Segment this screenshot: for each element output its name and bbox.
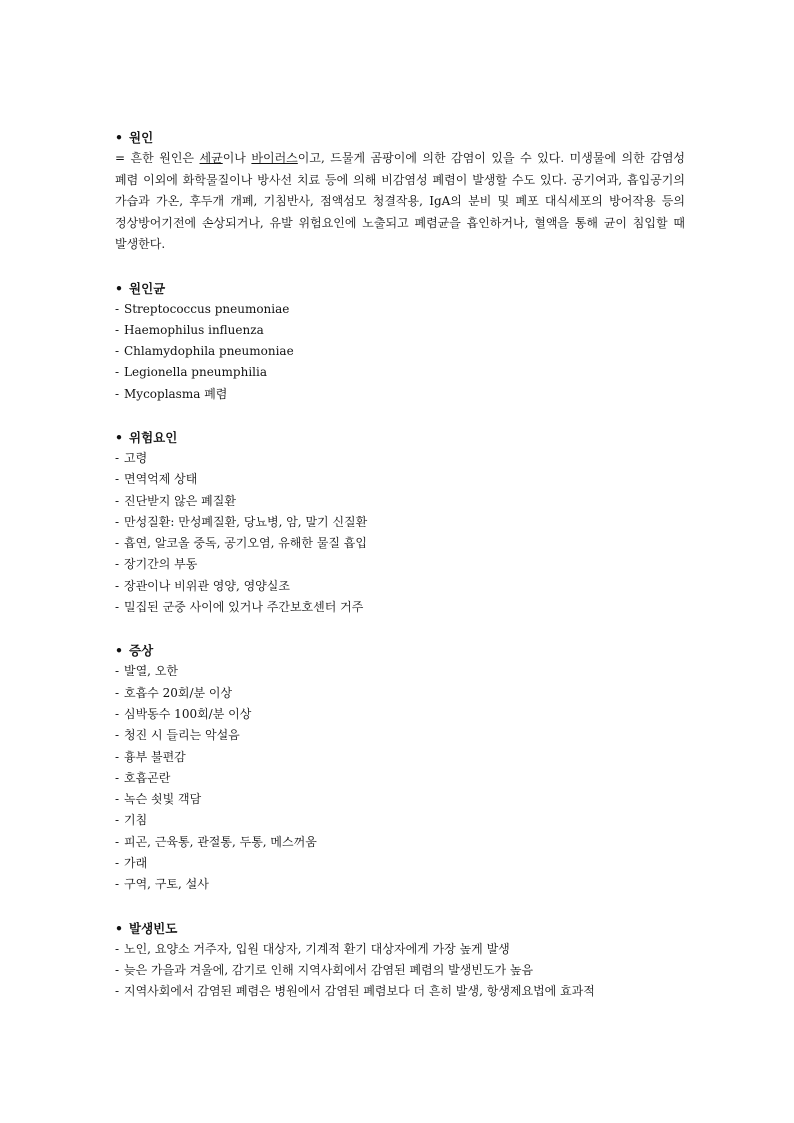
list-item xyxy=(115,683,685,704)
dash-marker: - xyxy=(115,301,120,316)
list-item xyxy=(115,362,685,383)
section-title: 위험요인 xyxy=(129,429,178,445)
list-item xyxy=(115,661,685,682)
section-title: 발생빈도 xyxy=(129,920,178,936)
dash-marker: - xyxy=(115,749,120,764)
list-item xyxy=(115,384,685,405)
dash-marker: - xyxy=(115,365,120,380)
list-item-text: 청진 시 들리는 악설음 xyxy=(124,728,240,743)
section-title: 원인 xyxy=(129,130,154,145)
dash-marker: - xyxy=(115,685,120,700)
list-item-text: 녹슨 쇳빛 객담 xyxy=(124,792,202,807)
list-item-text: 노인, 요양소 거주자, 입원 대상자, 기계적 환기 대상자에게 가장 높게 발생 xyxy=(124,941,510,956)
list-item-text: 가래 xyxy=(124,856,148,871)
pathogen-list xyxy=(115,299,685,405)
para-text: 이나 xyxy=(222,151,252,165)
section-heading xyxy=(115,127,685,148)
list-item-text: Mycoplasma 폐렴 xyxy=(124,386,228,401)
list-item xyxy=(115,704,685,725)
list-item xyxy=(115,768,685,789)
bullet: • xyxy=(115,130,123,145)
list-item xyxy=(115,725,685,746)
list-item xyxy=(115,960,685,981)
list-item-text: Chlamydophila pneumoniae xyxy=(124,344,294,359)
list-item xyxy=(115,576,685,597)
list-item xyxy=(115,512,685,533)
symptom-list xyxy=(115,661,685,895)
document-page xyxy=(115,127,685,1025)
list-item-text: 고령 xyxy=(124,450,148,465)
section-heading xyxy=(115,640,685,661)
risk-factor-list xyxy=(115,448,685,618)
section-heading xyxy=(115,918,685,939)
list-item-text: 흡연, 알코올 중독, 공기오염, 유해한 물질 흡입 xyxy=(124,536,367,551)
list-item xyxy=(115,448,685,469)
dash-marker: - xyxy=(115,834,120,849)
dash-marker: - xyxy=(115,472,120,487)
section-title: 증상 xyxy=(129,643,154,659)
list-item-text: Legionella pneumphilia xyxy=(124,365,267,380)
list-item xyxy=(115,981,685,1002)
list-item-text: 구역, 구토, 설사 xyxy=(124,877,209,892)
section-risk-factors xyxy=(115,427,685,618)
dash-marker: - xyxy=(115,792,120,807)
list-item xyxy=(115,491,685,512)
dash-marker: - xyxy=(115,813,120,828)
dash-marker: - xyxy=(115,856,120,871)
dash-marker: - xyxy=(115,536,120,551)
virus-link[interactable]: 바이러스 xyxy=(251,151,298,165)
bullet: • xyxy=(115,643,123,659)
list-item xyxy=(115,747,685,768)
list-item xyxy=(115,810,685,831)
list-item xyxy=(115,853,685,874)
list-item xyxy=(115,469,685,490)
frequency-list xyxy=(115,939,685,1003)
list-item-text: 지역사회에서 감염된 폐렴은 병원에서 감염된 폐렴보다 더 흔히 발생, 항생제요법에 효과적 xyxy=(124,984,595,999)
dash-marker: - xyxy=(115,322,120,337)
list-item xyxy=(115,533,685,554)
list-item-text: Haemophilus influenza xyxy=(124,322,264,337)
list-item xyxy=(115,874,685,895)
list-item-text: 진단받지 않은 폐질환 xyxy=(124,493,236,508)
dash-marker: - xyxy=(115,450,120,465)
list-item xyxy=(115,341,685,362)
dash-marker: - xyxy=(115,664,120,679)
list-item xyxy=(115,597,685,618)
list-item-text: 기침 xyxy=(124,813,148,828)
dash-marker: - xyxy=(115,877,120,892)
dash-marker: - xyxy=(115,493,120,508)
list-item-text: 호흡곤란 xyxy=(124,770,171,785)
bacteria-link[interactable]: 세균 xyxy=(199,151,223,165)
list-item-text: 장관이나 비위관 영양, 영양실조 xyxy=(124,578,290,593)
list-item xyxy=(115,320,685,341)
bullet: • xyxy=(115,920,123,936)
list-item-text: 만성질환: 만성폐질환, 당뇨병, 암, 말기 신질환 xyxy=(124,514,368,529)
list-item-text: 피곤, 근육통, 관절통, 두통, 메스꺼움 xyxy=(124,834,317,849)
list-item xyxy=(115,939,685,960)
list-item-text: 면역억제 상태 xyxy=(124,472,198,487)
list-item-text: 밀집된 군중 사이에 있거나 주간보호센터 거주 xyxy=(124,600,364,615)
section-title: 원인균 xyxy=(129,280,166,296)
dash-marker: - xyxy=(115,770,120,785)
list-item-text: 호흡수 20회/분 이상 xyxy=(124,685,233,700)
cause-paragraph xyxy=(115,148,685,256)
dash-marker: - xyxy=(115,706,120,721)
bullet: • xyxy=(115,280,123,296)
dash-marker: - xyxy=(115,600,120,615)
section-cause xyxy=(115,127,685,256)
section-heading xyxy=(115,278,685,299)
list-item-text: 심박동수 100회/분 이상 xyxy=(124,706,252,721)
section-symptoms xyxy=(115,640,685,895)
dash-marker: - xyxy=(115,344,120,359)
dash-marker: - xyxy=(115,728,120,743)
bullet: • xyxy=(115,429,123,445)
list-item-text: 장기간의 부동 xyxy=(124,557,198,572)
dash-marker: - xyxy=(115,962,120,977)
section-pathogens xyxy=(115,278,685,405)
list-item-text: 흉부 불편감 xyxy=(124,749,186,764)
dash-marker: - xyxy=(115,941,120,956)
list-item-text: 늦은 가을과 겨울에, 감기로 인해 지역사회에서 감염된 폐렴의 발생빈도가 높음 xyxy=(124,962,534,977)
dash-marker: - xyxy=(115,578,120,593)
para-text: = 흔한 원인은 xyxy=(115,151,200,165)
list-item xyxy=(115,554,685,575)
list-item-text: 발열, 오한 xyxy=(124,664,178,679)
list-item xyxy=(115,832,685,853)
section-heading xyxy=(115,427,685,448)
para-text: 이고, 드물게 곰팡이에 의한 감염이 있을 수 있다. 미생물에 의한 감염성 폐렴 이외에 화학물질이나 방사선 치료 등에 의해 비감염성 폐렴이 발생할 수도 있다. 공기여과, 흡입공기의 가습과 가온, 후두개 개폐, 기침반사, 점액섬모 청결작용, IgA의 분비 및 폐포 대식세포의 방어작용 등의 정상방어기전에 손상되거나, 유발 위험요인에 노출되고 폐렴균을 흡인하거나, 혈액을 통해 균이 침입할 때 발생한다. xyxy=(115,151,685,251)
dash-marker: - xyxy=(115,514,120,529)
list-item-text: Streptococcus pneumoniae xyxy=(124,301,290,316)
list-item xyxy=(115,789,685,810)
section-frequency xyxy=(115,918,685,1003)
list-item xyxy=(115,299,685,320)
dash-marker: - xyxy=(115,984,120,999)
dash-marker: - xyxy=(115,386,120,401)
dash-marker: - xyxy=(115,557,120,572)
